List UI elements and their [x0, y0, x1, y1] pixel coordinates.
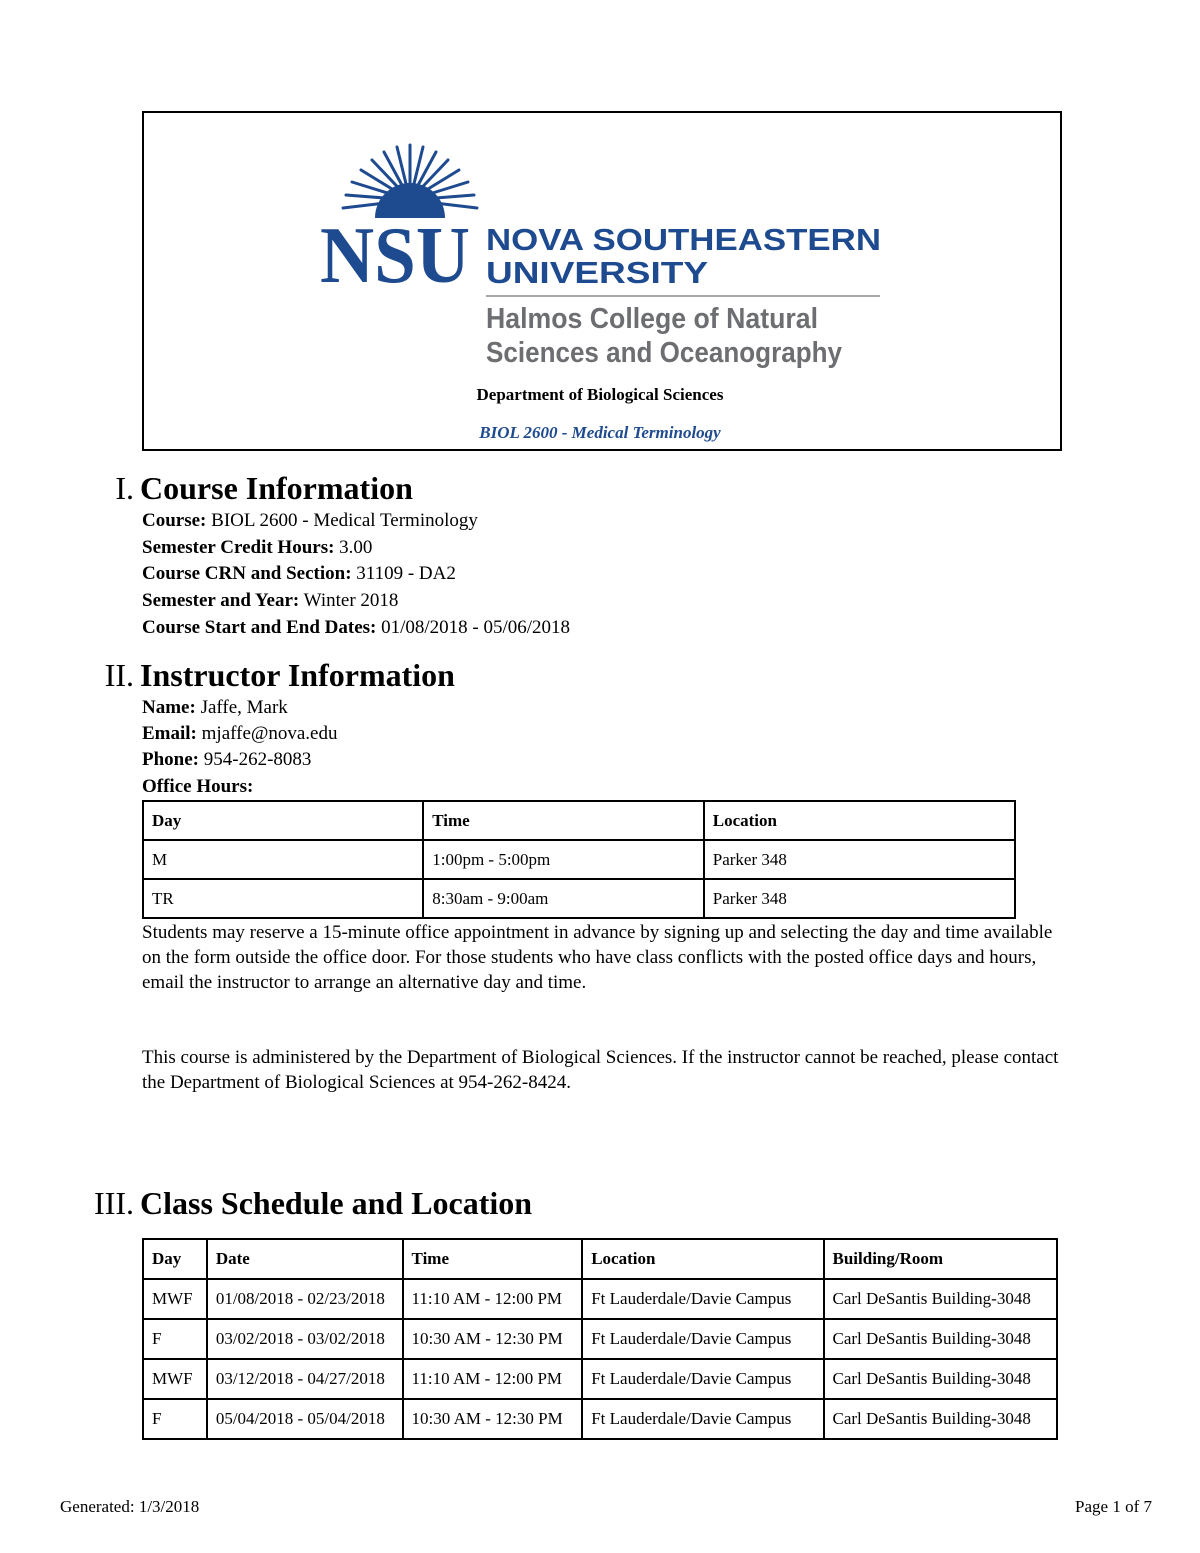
field-value: 954-262-8083	[203, 749, 312, 770]
section-number: I.	[115, 470, 134, 506]
page-number: Page 1 of 7	[1075, 1497, 1152, 1516]
field-value: Winter 2018	[303, 590, 399, 611]
header-day: Day	[143, 1239, 207, 1279]
instructor-name-field	[142, 697, 288, 719]
cell-date: 01/08/2018 - 02/23/2018	[207, 1279, 403, 1319]
cell-time: 10:30 AM - 12:30 PM	[403, 1399, 583, 1439]
header-time: Time	[423, 801, 704, 840]
section-heading-course-info	[100, 470, 413, 507]
cell-date: 03/02/2018 - 03/02/2018	[207, 1319, 403, 1359]
section-number: III.	[94, 1185, 134, 1221]
field-label: Course CRN and Section:	[142, 563, 352, 584]
header-date: Date	[207, 1239, 403, 1279]
cell-time: 8:30am - 9:00am	[423, 879, 704, 918]
cell-date: 03/12/2018 - 04/27/2018	[207, 1359, 403, 1399]
department-name: Department of Biological Sciences	[476, 385, 724, 404]
table-row	[143, 1279, 1057, 1319]
cell-location: Ft Lauderdale/Davie Campus	[582, 1279, 823, 1319]
field-label: Email:	[142, 723, 197, 744]
table-row	[143, 1399, 1057, 1439]
cell-day: MWF	[143, 1359, 207, 1399]
course-field	[142, 510, 478, 532]
instructor-email-field	[142, 723, 338, 745]
cell-date: 05/04/2018 - 05/04/2018	[207, 1399, 403, 1439]
field-label: Semester Credit Hours:	[142, 537, 335, 558]
cell-day: MWF	[143, 1279, 207, 1319]
table-row	[143, 1359, 1057, 1399]
field-label: Course Start and End Dates:	[142, 617, 377, 638]
course-dates-field	[142, 617, 570, 639]
credit-hours-field	[142, 537, 372, 559]
cell-building-room: Carl DeSantis Building-3048	[824, 1319, 1058, 1359]
section-title: Course Information	[140, 470, 413, 506]
cell-time: 1:00pm - 5:00pm	[423, 840, 704, 879]
semester-year-field	[142, 590, 398, 612]
logo-name-line2: UNIVERSITY	[486, 255, 709, 290]
header-building-room: Building/Room	[824, 1239, 1058, 1279]
department-contact-paragraph: This course is administered by the Department of Biological Sciences. If the instructor cannot be reached, please contact the Department of Biological Sciences at 954-262-8424.	[142, 1047, 1059, 1093]
cell-building-room: Carl DeSantis Building-3048	[824, 1359, 1058, 1399]
cell-day: F	[143, 1399, 207, 1439]
header-location: Location	[704, 801, 1015, 840]
cell-location: Parker 348	[704, 879, 1015, 918]
cell-building-room: Carl DeSantis Building-3048	[824, 1279, 1058, 1319]
cell-time: 10:30 AM - 12:30 PM	[403, 1319, 583, 1359]
field-label: Course:	[142, 510, 207, 531]
instructor-phone-field	[142, 749, 311, 771]
college-name-line1: Halmos College of Natural	[486, 303, 818, 335]
field-value: Jaffe, Mark	[200, 697, 288, 718]
field-value: 01/08/2018 - 05/06/2018	[381, 617, 571, 638]
field-value: 3.00	[339, 537, 373, 558]
cell-location: Ft Lauderdale/Davie Campus	[582, 1399, 823, 1439]
cell-time: 11:10 AM - 12:00 PM	[403, 1279, 583, 1319]
generated-date: Generated: 1/3/2018	[60, 1497, 200, 1516]
cell-day: TR	[143, 879, 423, 918]
cell-day: F	[143, 1319, 207, 1359]
section-title: Instructor Information	[140, 657, 455, 693]
cell-time: 11:10 AM - 12:00 PM	[403, 1359, 583, 1399]
crn-section-field	[142, 563, 456, 585]
college-name-line2: Sciences and Oceanography	[486, 337, 842, 369]
cell-location: Ft Lauderdale/Davie Campus	[582, 1319, 823, 1359]
section-heading-instructor-info	[100, 657, 455, 694]
office-hours-table	[142, 800, 1016, 919]
office-appointment-paragraph: Students may reserve a 15-minute office appointment in advance by signing up and selecting the day and time available on the form outside the office door. For those students who have class conflicts with the posted office days and hours, email the instructor to arrange an alternative day and time.	[142, 922, 1053, 993]
header-time: Time	[403, 1239, 583, 1279]
logo-abbr: NSU	[320, 212, 470, 300]
header-day: Day	[143, 801, 423, 840]
cell-building-room: Carl DeSantis Building-3048	[824, 1399, 1058, 1439]
field-label: Semester and Year:	[142, 590, 300, 611]
section-number: II.	[104, 657, 134, 693]
table-row	[143, 840, 1015, 879]
course-subtitle: BIOL 2600 - Medical Terminology	[479, 423, 721, 442]
table-row	[143, 1319, 1057, 1359]
section-title: Class Schedule and Location	[140, 1185, 533, 1221]
field-value: BIOL 2600 - Medical Terminology	[211, 510, 478, 531]
table-header-row	[143, 801, 1015, 840]
class-schedule-table	[142, 1238, 1058, 1440]
table-header-row	[143, 1239, 1057, 1279]
office-hours-label: Office Hours:	[142, 776, 254, 797]
cell-location: Ft Lauderdale/Davie Campus	[582, 1359, 823, 1399]
logo-name-line1: NOVA SOUTHEASTERN	[486, 222, 881, 257]
cell-day: M	[143, 840, 423, 879]
cell-location: Parker 348	[704, 840, 1015, 879]
field-value[interactable]: mjaffe@nova.edu	[201, 723, 338, 744]
field-label: Name:	[142, 697, 196, 718]
section-heading-class-schedule	[82, 1185, 532, 1222]
table-row	[143, 879, 1015, 918]
field-value: 31109 - DA2	[356, 563, 456, 584]
field-label: Phone:	[142, 749, 199, 770]
nsu-logo	[320, 140, 890, 375]
header-location: Location	[582, 1239, 823, 1279]
